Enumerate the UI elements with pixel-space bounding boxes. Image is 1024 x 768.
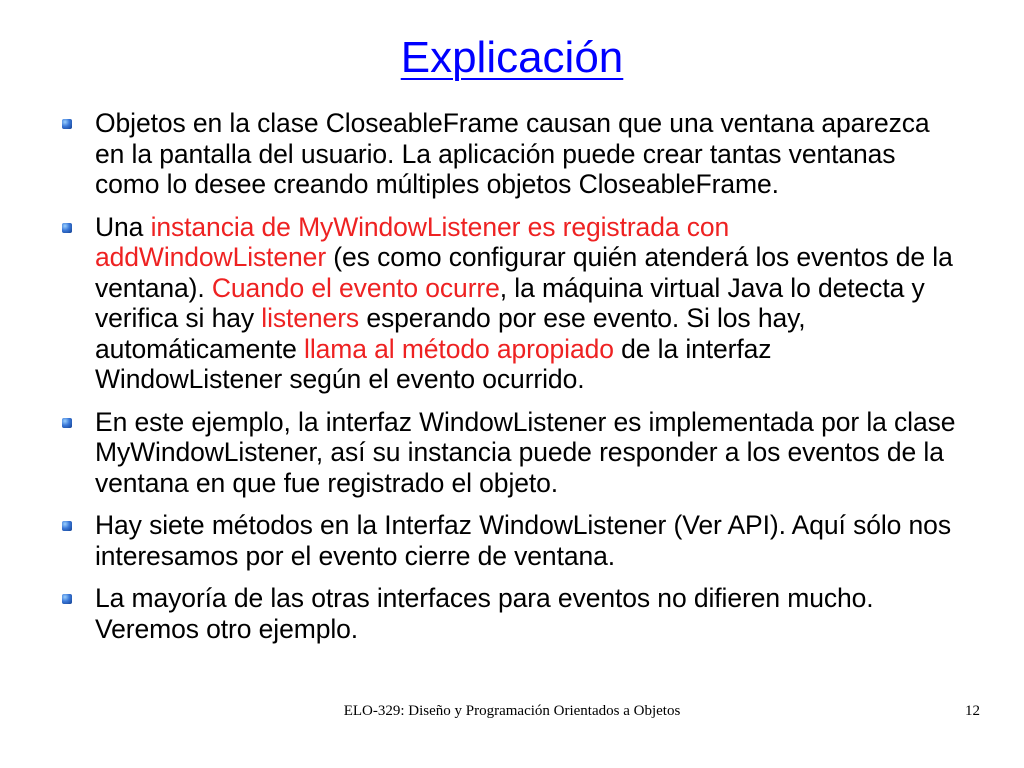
page-number: 12 <box>965 703 980 719</box>
bullet-square-icon <box>62 119 72 129</box>
bullet-item <box>62 108 962 200</box>
bullet-text <box>95 108 962 200</box>
text-segment: esperando por ese evento. Si los hay, automáticamente <box>95 303 806 364</box>
bullet-square-icon <box>62 223 72 233</box>
text-segment: En este ejemplo, la interfaz WindowListener es implementada por la clase MyWindowListener, así su instancia puede responder a los eventos de la ventana en que fue registrado el objeto. <box>95 406 956 498</box>
text-segment: de la interfaz WindowListener según el evento ocurrido. <box>95 333 772 394</box>
bullet-square-icon <box>62 594 72 604</box>
bullet-item <box>62 407 962 499</box>
text-segment: La mayoría de las otras interfaces para eventos no difieren mucho. Veremos otro ejemplo. <box>95 583 874 644</box>
highlighted-segment: Cuando el evento ocurre <box>211 272 500 303</box>
footer-course: ELO-329: Diseño y Programación Orientados a Objetos <box>343 703 681 719</box>
bullet-text <box>95 510 962 571</box>
text-segment: , la máquina virtual Java lo detecta y verifica si hay <box>95 272 925 333</box>
bullet-square-icon <box>62 521 72 531</box>
bullet-text <box>95 212 962 395</box>
bullet-item <box>62 212 962 395</box>
text-segment: Una <box>95 211 151 242</box>
text-segment: Objetos en la clase CloseableFrame causan que una ventana aparezca en la pantalla del usuario. La aplicación puede crear tantas ventanas como lo desee creando múltiples objetos CloseableFrame. <box>95 108 930 199</box>
highlighted-segment: instancia de MyWindowListener es registrada con addWindowListener <box>95 211 730 272</box>
bullet-text <box>95 583 962 644</box>
slide-title: Explicación <box>400 33 624 82</box>
highlighted-segment: llama al método apropiado <box>304 333 614 364</box>
bullet-list <box>62 108 962 644</box>
bullet-text <box>95 407 962 499</box>
text-segment: Hay siete métodos en la Interfaz WindowListener (Ver API). Aquí sólo nos interesamos por el evento cierre de ventana. <box>95 510 951 571</box>
bullet-item <box>62 583 962 644</box>
highlighted-segment: listeners <box>261 303 360 333</box>
bullet-square-icon <box>62 418 72 428</box>
text-segment: (es como configurar quién atenderá los eventos de la ventana). <box>95 242 953 303</box>
bullet-item <box>62 510 962 571</box>
